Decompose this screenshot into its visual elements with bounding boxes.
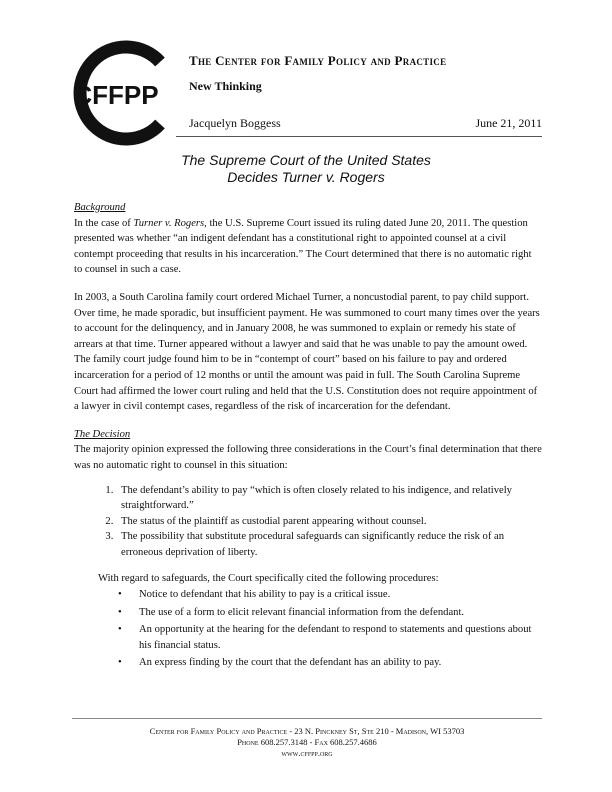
author: Jacquelyn Boggess	[189, 116, 281, 130]
safeguard-item: • Notice to defendant that his ability to pay is a critical issue.	[136, 587, 542, 603]
safeguards-intro: With regard to safeguards, the Court specifically cited the following procedures:	[98, 573, 439, 585]
consideration-item: 1. The defendant’s ability to pay “which is often closely related to his indigence, and relatively straightforward.”	[116, 483, 542, 514]
background-heading: Background	[74, 202, 126, 213]
background-paragraph-2: In 2003, a South Carolina family court ordered Michael Turner, a noncustodial parent, to pay child support. Over time, he made sporadic, but insufficient payment. He was summoned to court many times over the years to account for the delinquency, and in January 2008, he was summoned to explain or remedy his state of arrears at that time. Turner appeared without a lawyer and said that he was unable to pay the amount owed. The family court judge found him to be in “contempt of court” based on his failure to pay and ordered incarceration for a period of 12 months or until the amount was paid in full. The South Carolina Supreme Court had affirmed the lower court ruling and held that the U.S. Constitution does not require appointment of a lawyer in civil contempt cases, regardless of the risk of incarceration for the defendant.	[74, 291, 540, 413]
consideration-item: 2. The status of the plaintiff as custodial parent appearing without counsel.	[116, 514, 542, 530]
org-name: The Center for Family Policy and Practice	[189, 53, 447, 68]
logo-text: CFFPP	[73, 80, 159, 110]
decision-intro: The majority opinion expressed the following three considerations in the Court’s final determination that there was no automatic right to counsel in this situation:	[74, 444, 542, 471]
header-divider	[176, 136, 542, 137]
publication-date: June 21, 2011	[475, 116, 542, 130]
footer-address: Center for Family Policy and Practice - 23 N. Pinckney St, Ste 210 - Madison, WI 53703	[149, 726, 465, 736]
case-name: Turner v. Rogers	[133, 217, 205, 229]
decision-heading: The Decision	[74, 428, 131, 440]
document-body	[74, 200, 542, 673]
background-paragraph-1	[74, 216, 542, 278]
document-title	[0, 152, 612, 186]
consideration-item: 3. The possibility that substitute procedural safeguards can significantly reduce the risk of an erroneous deprivation of liberty.	[116, 529, 542, 560]
safeguard-item: • An express finding by the court that the defendant has an ability to pay.	[136, 655, 542, 671]
cffpp-logo	[66, 38, 176, 148]
considerations-list	[74, 483, 542, 561]
safeguards-list	[74, 587, 542, 671]
title-line-2: Decides Turner v. Rogers	[227, 169, 385, 185]
safeguard-item: • The use of a form to elicit relevant financial information from the defendant.	[136, 605, 542, 621]
p1-post: , the U.S. Supreme Court issued its ruling dated June 20, 2011. The question presented was whether “an indigent defendant has a constitutional right to appointed counsel at a civil contempt proceeding that results in his incarceration.” The Court determined that there is no automatic right to counsel in such a case.	[74, 217, 532, 276]
title-line-1: The Supreme Court of the United States	[181, 152, 431, 168]
series-label: New Thinking	[189, 79, 262, 93]
p1-pre: In the case of	[74, 217, 134, 229]
page-footer	[72, 718, 542, 759]
footer-website[interactable]: www.cffpp.org	[281, 748, 333, 758]
footer-phone: Phone 608.257.3148 - Fax 608.257.4686	[237, 737, 377, 747]
safeguard-item: • An opportunity at the hearing for the defendant to respond to statements and questions about his financial status.	[136, 622, 542, 653]
